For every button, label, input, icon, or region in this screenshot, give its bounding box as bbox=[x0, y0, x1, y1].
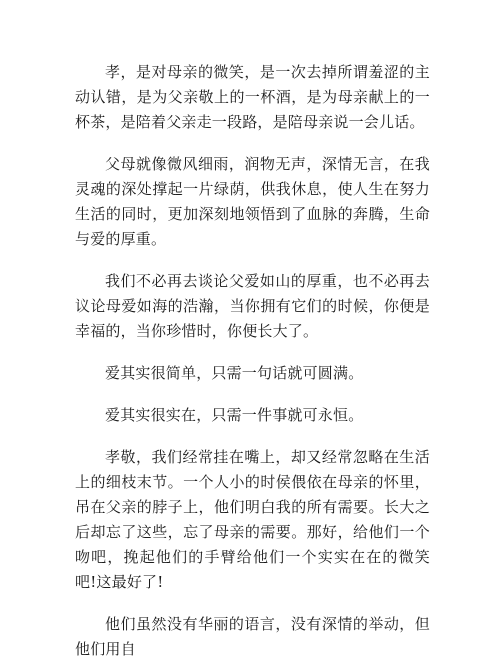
paragraph-parental-love: 我们不必再去谈论父爱如山的厚重，也不必再去议论母爱如海的浩瀚，当你拥有它们的时候，你便是幸福的，当你珍惜时，你便长大了。 bbox=[75, 272, 430, 340]
paragraph-love-simple: 爱其实很简单，只需一句话就可圆满。 bbox=[105, 364, 364, 382]
paragraph-filial-respect: 孝敬，我们经常挂在嘴上，却又经常忽略在生活上的细枝末节。一个人小的时侯偎依在母亲的怀里，吊在父亲的脖子上，他们明白我的所有需要。长大之后却忘了这些，忘了母亲的需要。那好，给他们一个吻吧，挽起他们的手臂给他们一个实实在在的微笑吧!这最好了! bbox=[75, 448, 430, 591]
paragraph-filial-piety: 孝，是对母亲的微笑，是一次去掉所谓羞涩的主动认错，是为父亲敬上的一杯酒，是为母亲献上的一杯茶，是陪着父亲走一段路，是陪母亲说一会儿话。 bbox=[75, 63, 430, 131]
paragraph-no-fancy-words: 他们虽然没有华丽的语言，没有深情的举动，但他们用自 bbox=[75, 615, 430, 658]
paragraph-parents-breeze: 父母就像微风细雨，润物无声，深情无言，在我灵魂的深处撑起一片绿荫，供我休息，使人生在努力生活的同时，更加深刻地领悟到了血脉的奔腾，生命与爱的厚重。 bbox=[75, 155, 430, 248]
paragraph-love-real: 爱其实很实在，只需一件事就可永恒。 bbox=[105, 406, 364, 424]
document-body bbox=[75, 60, 430, 662]
